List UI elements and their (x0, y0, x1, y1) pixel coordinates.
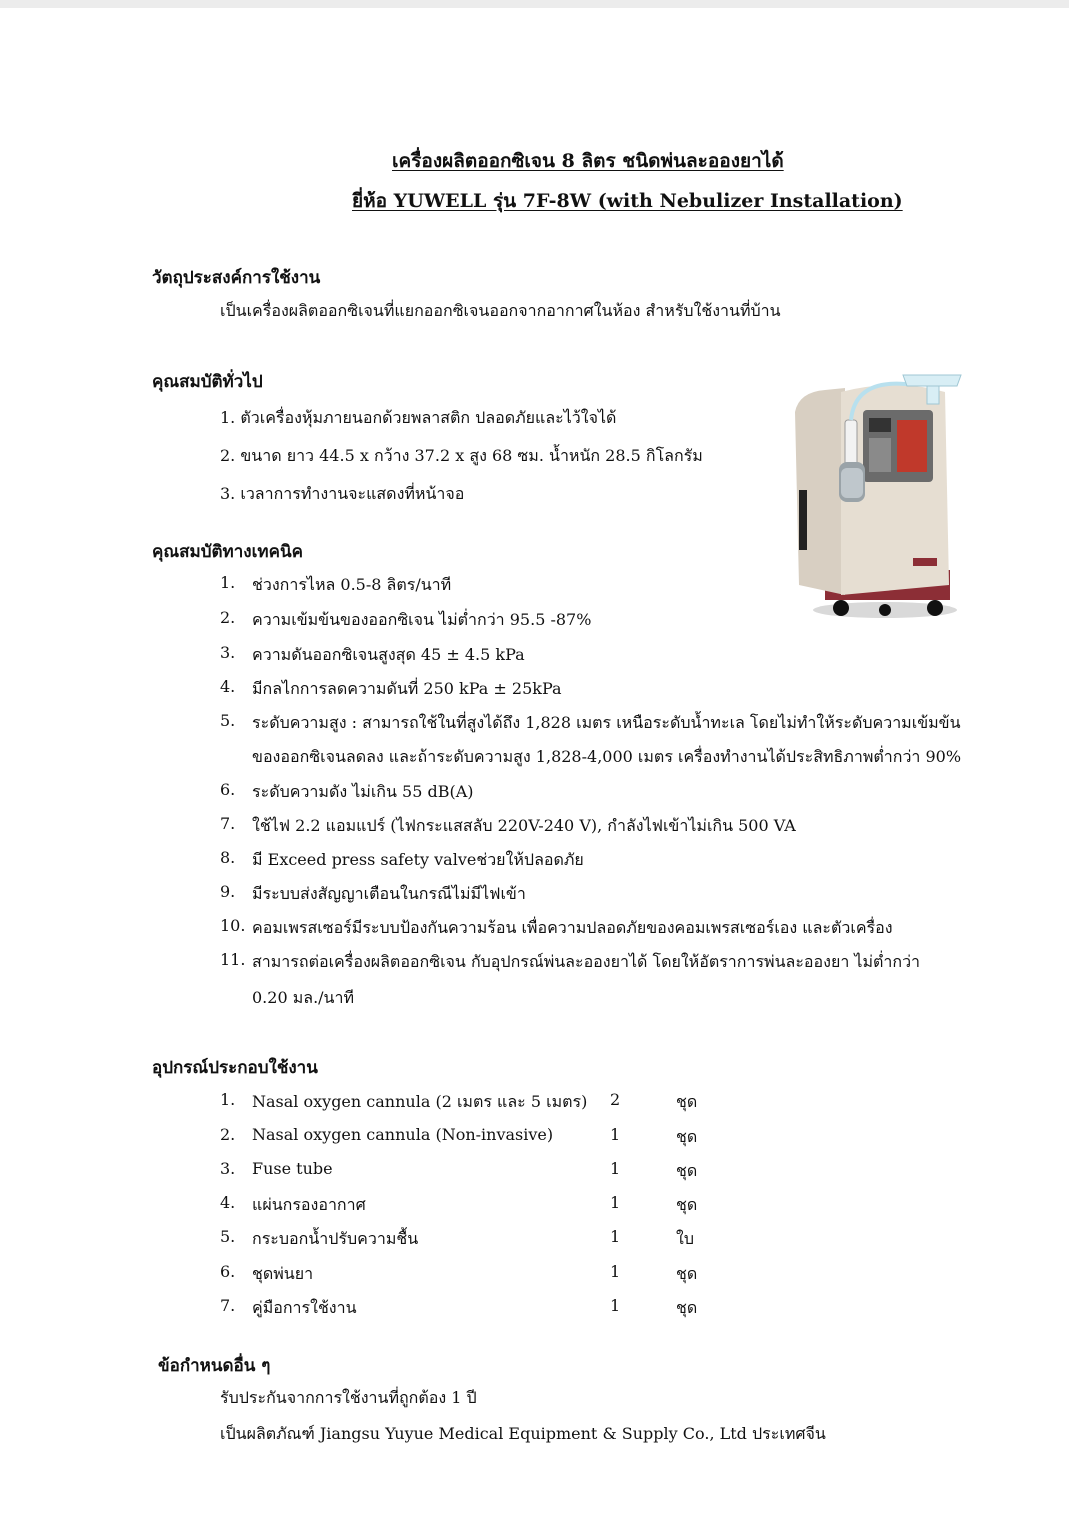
accessory-unit: ชุด (676, 1298, 698, 1317)
technical-item-text: ช่วงการไหล 0.5-8 ลิตร/นาที (252, 575, 452, 594)
accessory-name: Fuse tube (252, 1159, 333, 1178)
other-heading: ข้อกำหนดอื่น ๆ (158, 1356, 271, 1376)
general-item: 3. เวลาการทำงานจะแสดงที่หน้าจอ (220, 484, 465, 503)
technical-item-number: 2. (220, 608, 236, 627)
accessory-quantity: 1 (610, 1193, 621, 1212)
technical-item-text: ของออกซิเจนลดลง และถ้าระดับความสูง 1,828-4,000 เมตร เครื่องทำงานได้ประสิทธิภาพต่ำกว่า 90% (252, 747, 962, 766)
accessory-name: Nasal oxygen cannula (2 เมตร และ 5 เมตร) (252, 1092, 588, 1111)
accessory-unit: ชุด (676, 1092, 698, 1111)
general-item: 1. ตัวเครื่องหุ้มภายนอกด้วยพลาสติก ปลอดภัยและไว้ใจได้ (220, 408, 617, 427)
doc-title-line2: ยี่ห้อ YUWELL รุ่น 7F-8W (with Nebulizer Installation) (352, 190, 903, 212)
accessory-number: 5. (220, 1227, 236, 1246)
warranty-text: รับประกันจากการใช้งานที่ถูกต้อง 1 ปี (220, 1388, 477, 1407)
accessory-quantity: 1 (610, 1262, 621, 1281)
accessory-name: แผ่นกรองอากาศ (252, 1195, 366, 1214)
accessory-quantity: 1 (610, 1159, 621, 1178)
technical-item-text: สามารถต่อเครื่องผลิตออกซิเจน กับอุปกรณ์พ่นละอองยาได้ โดยให้อัตราการพ่นละอองยา ไม่ต่ำกว่า (252, 952, 921, 971)
accessory-number: 4. (220, 1193, 236, 1212)
technical-item-text: มี Exceed press safety valveช่วยให้ปลอดภัย (252, 850, 584, 869)
accessory-quantity: 1 (610, 1227, 621, 1246)
technical-item-number: 9. (220, 882, 236, 901)
accessory-number: 3. (220, 1159, 236, 1178)
technical-heading: คุณสมบัติทางเทคนิค (152, 542, 303, 562)
purpose-heading: วัตถุประสงค์การใช้งาน (152, 268, 321, 288)
technical-item-number: 7. (220, 814, 236, 833)
accessory-unit: ชุด (676, 1195, 698, 1214)
technical-item-text: มีกลไกการลดความดันที่ 250 kPa ± 25kPa (252, 679, 562, 698)
doc-title-line1: เครื่องผลิตออกซิเจน 8 ลิตร ชนิดพ่นละอองยาได้ (392, 150, 784, 172)
accessory-unit: ใบ (676, 1229, 694, 1248)
accessories-heading: อุปกรณ์ประกอบใช้งาน (152, 1058, 318, 1078)
accessory-quantity: 1 (610, 1296, 621, 1315)
general-heading: คุณสมบัติทั่วไป (152, 372, 263, 392)
technical-item-number: 4. (220, 677, 236, 696)
top-bar (0, 0, 1069, 8)
technical-item-number: 6. (220, 780, 236, 799)
technical-item-number: 5. (220, 711, 236, 730)
accessory-number: 1. (220, 1090, 236, 1109)
technical-item-number: 3. (220, 643, 236, 662)
technical-item-number: 1. (220, 573, 236, 592)
technical-item-text: ระดับความสูง : สามารถใช้ในที่สูงได้ถึง 1,828 เมตร เหนือระดับน้ำทะเล โดยไม่ทำให้ระดับความเข้มข้น (252, 713, 961, 732)
accessory-number: 6. (220, 1262, 236, 1281)
oxygen-concentrator-icon (785, 370, 965, 626)
technical-item-text: ระดับความดัง ไม่เกิน 55 dB(A) (252, 782, 474, 801)
general-item: 2. ขนาด ยาว 44.5 x กว้าง 37.2 x สูง 68 ซม. น้ำหนัก 28.5 กิโลกรัม (220, 446, 703, 465)
technical-item-number: 10. (220, 916, 246, 935)
technical-item-text: ความดันออกซิเจนสูงสุด 45 ± 4.5 kPa (252, 645, 525, 664)
accessory-quantity: 2 (610, 1090, 621, 1109)
accessory-unit: ชุด (676, 1161, 698, 1180)
technical-item-text: ใช้ไฟ 2.2 แอมแปร์ (ไฟกระแสสลับ 220V-240 V), กำลังไฟเข้าไม่เกิน 500 VA (252, 816, 796, 835)
accessory-name: Nasal oxygen cannula (Non-invasive) (252, 1125, 554, 1144)
technical-item-number: 11. (220, 950, 246, 969)
accessory-name: คู่มือการใช้งาน (252, 1298, 357, 1317)
accessory-name: ชุดพ่นยา (252, 1264, 314, 1283)
accessory-unit: ชุด (676, 1127, 698, 1146)
accessory-name: กระบอกน้ำปรับความชื้น (252, 1229, 419, 1248)
technical-item-text: คอมเพรสเซอร์มีระบบป้องกันความร้อน เพื่อความปลอดภัยของคอมเพรสเซอร์เอง และตัวเครื่อง (252, 918, 893, 937)
technical-item-number: 8. (220, 848, 236, 867)
accessory-number: 7. (220, 1296, 236, 1315)
technical-item-text: ความเข้มข้นของออกซิเจน ไม่ต่ำกว่า 95.5 -87% (252, 610, 592, 629)
purpose-text: เป็นเครื่องผลิตออกซิเจนที่แยกออกซิเจนออกจากอากาศในห้อง สำหรับใช้งานที่บ้าน (220, 301, 781, 320)
accessory-unit: ชุด (676, 1264, 698, 1283)
accessory-number: 2. (220, 1125, 236, 1144)
accessory-quantity: 1 (610, 1125, 621, 1144)
manufacturer-text: เป็นผลิตภัณฑ์ Jiangsu Yuyue Medical Equipment & Supply Co., Ltd ประเทศจีน (220, 1424, 826, 1443)
technical-item-text: มีระบบส่งสัญญาเตือนในกรณีไม่มีไฟเข้า (252, 884, 526, 903)
technical-item-text: 0.20 มล./นาที (252, 988, 355, 1007)
